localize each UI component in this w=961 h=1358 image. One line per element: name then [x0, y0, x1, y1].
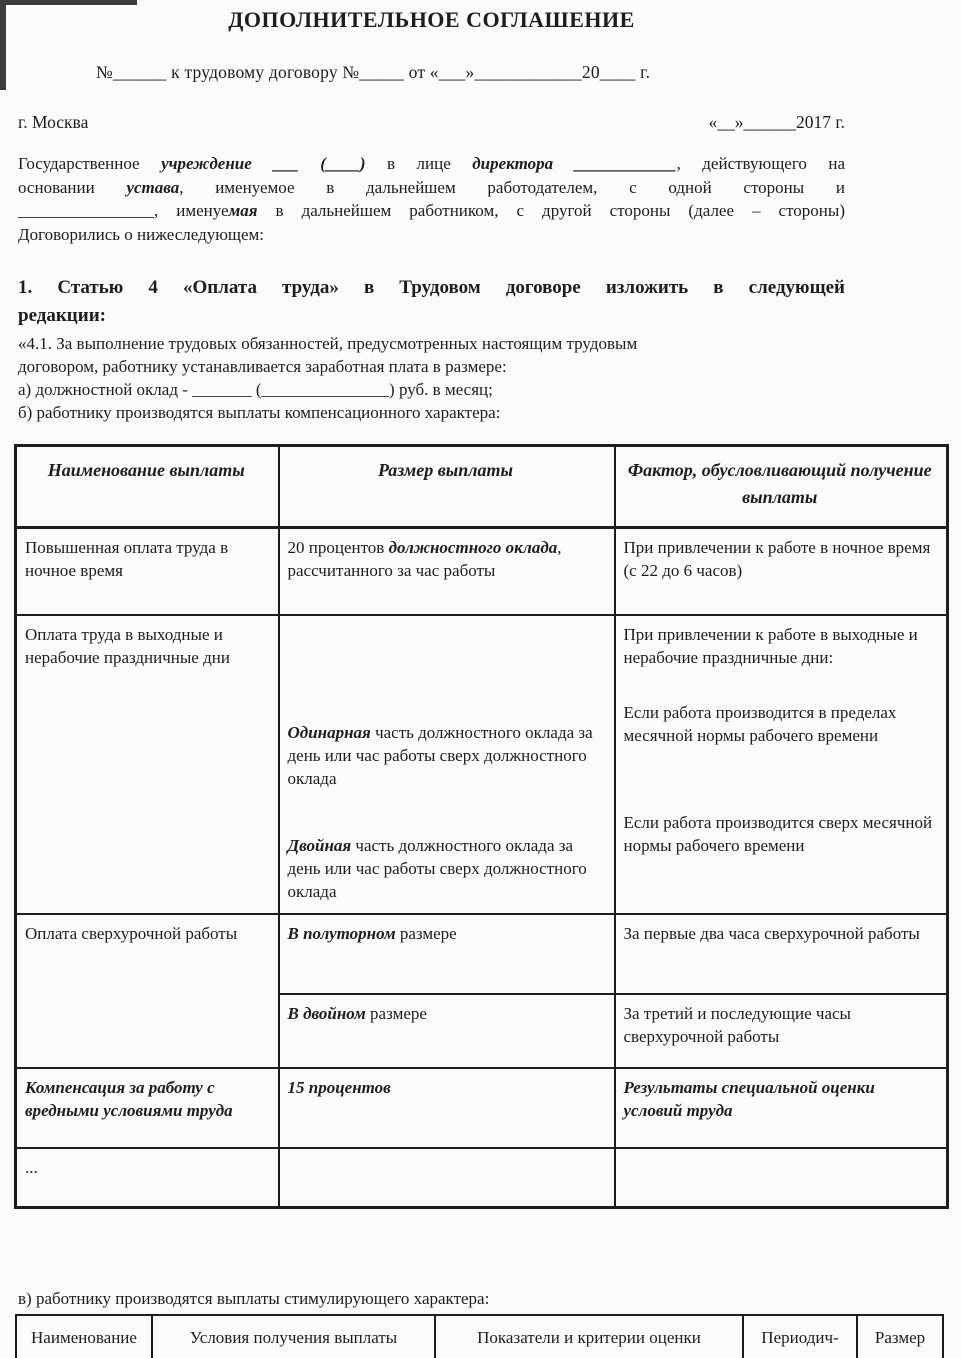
incentive-column-name: Наименование [16, 1315, 152, 1358]
night-work-size-cell: 20 процентов должностного оклада, рассчитанного за час работы [279, 528, 615, 615]
scan-artifact-top [0, 0, 137, 5]
section-1-heading-line-2: редакции: [18, 305, 106, 326]
clause-4-1-line-2: договором, работнику устанавливается заработная плата в размере: [18, 357, 507, 376]
incentive-column-size: Размер [857, 1315, 943, 1358]
incentive-column-criteria: Показатели и критерии оценки [435, 1315, 743, 1358]
table-row-night-work [16, 528, 948, 615]
incentive-payments-table [15, 1314, 944, 1358]
clause-4-1 [18, 332, 845, 424]
table-row-weekend-work [16, 615, 948, 914]
column-header-payment-size: Размер выплаты [279, 446, 615, 528]
column-header-payment-name: Наименование выплаты [16, 446, 279, 528]
weekend-work-size-cell [279, 615, 615, 914]
incentive-column-conditions: Условия получения выплаты [152, 1315, 435, 1358]
ellipsis-size-cell [279, 1148, 615, 1208]
compensation-payments-table [14, 444, 949, 1209]
overtime-size-first-cell: В полуторном размере [279, 914, 615, 994]
weekend-size-single: Одинарная часть должностного оклада за день или час работы сверх должностного оклада [287, 722, 593, 788]
agreement-number-line: №______ к трудовому договору №_____ от «___»____________20____ г. [96, 62, 651, 82]
scan-artifact-left [0, 0, 6, 90]
column-header-payment-factor: Фактор, обусловливающий получение выплаты [615, 446, 948, 528]
intro-line-2: основании устава, именуемое в дальнейшем работодателем, с одной стороны и [18, 177, 845, 197]
section-1-heading-line-1: 1. Статью 4 «Оплата труда» в Трудовом договоре изложить в следующей [18, 277, 845, 298]
section-1-heading [18, 274, 845, 330]
night-work-factor-cell: При привлечении к работе в ночное время (с 22 до 6 часов) [615, 528, 948, 615]
weekend-size-double: Двойная часть должностного оклада за день или час работы сверх должностного оклада [287, 835, 587, 901]
table-row-ellipsis [16, 1148, 948, 1208]
clause-v-line: в) работнику производятся выплаты стимулирующего характера: [18, 1289, 490, 1308]
weekend-factor-intro: При привлечении к работе в выходные и нерабочие праздничные дни: [623, 624, 918, 667]
weekend-factor-within-norm: Если работа производится в пределах месячной нормы рабочего времени [623, 702, 897, 745]
intro-paragraph [18, 152, 845, 246]
weekend-work-name-cell: Оплата труда в выходные и нерабочие праздничные дни [16, 615, 279, 914]
harmful-factor-cell: Результаты специальной оценки условий труда [615, 1068, 948, 1148]
night-work-name-cell: Повышенная оплата труда в ночное время [16, 528, 279, 615]
intro-line-3: ________________, именуемая в дальнейшем работником, с другой стороны (далее – стороны) [18, 201, 845, 220]
harmful-name-cell: Компенсация за работу с вредными условиями труда [16, 1068, 279, 1148]
table-header-row [16, 446, 948, 528]
text-column [18, 6, 845, 424]
incentive-header-row [16, 1315, 943, 1358]
weekend-factor-over-norm: Если работа производится сверх месячной нормы рабочего времени [623, 812, 933, 855]
intro-line-1: Государственное учреждение ___ (____) в лице директора ____________, действующего на [18, 154, 846, 173]
overtime-size-next-cell: В двойном размере [279, 994, 615, 1068]
clause-4-1-line-1: «4.1. За выполнение трудовых обязанностей, предусмотренных настоящим трудовым [18, 334, 638, 353]
overtime-factor-first-cell: За первые два часа сверхурочной работы [615, 914, 948, 994]
ellipsis-name-cell: ... [16, 1148, 279, 1208]
intro-line-4: Договорились о нижеследующем: [18, 224, 265, 244]
table-row-harmful-conditions [16, 1068, 948, 1148]
overtime-factor-next-cell: За третий и последующие часы сверхурочной работы [615, 994, 948, 1068]
clause-4-1-line-4: б) работнику производятся выплаты компенсационного характера: [18, 403, 501, 422]
harmful-size-cell: 15 процентов [279, 1068, 615, 1148]
table-row-overtime-first [16, 914, 948, 994]
city-date-row [18, 110, 845, 134]
weekend-work-factor-cell [615, 615, 948, 914]
ellipsis-factor-cell [615, 1148, 948, 1208]
city-label: г. Москва [18, 112, 89, 132]
overtime-name-cell: Оплата сверхурочной работы [16, 914, 279, 1068]
incentive-column-periodicity: Периодич- [743, 1315, 857, 1358]
date-label: «__»______2017 г. [708, 112, 845, 132]
clause-4-1-line-3: а) должностной оклад - _______ (_______________) руб. в месяц; [18, 380, 493, 399]
document-title: ДОПОЛНИТЕЛЬНОЕ СОГЛАШЕНИЕ [228, 7, 635, 32]
